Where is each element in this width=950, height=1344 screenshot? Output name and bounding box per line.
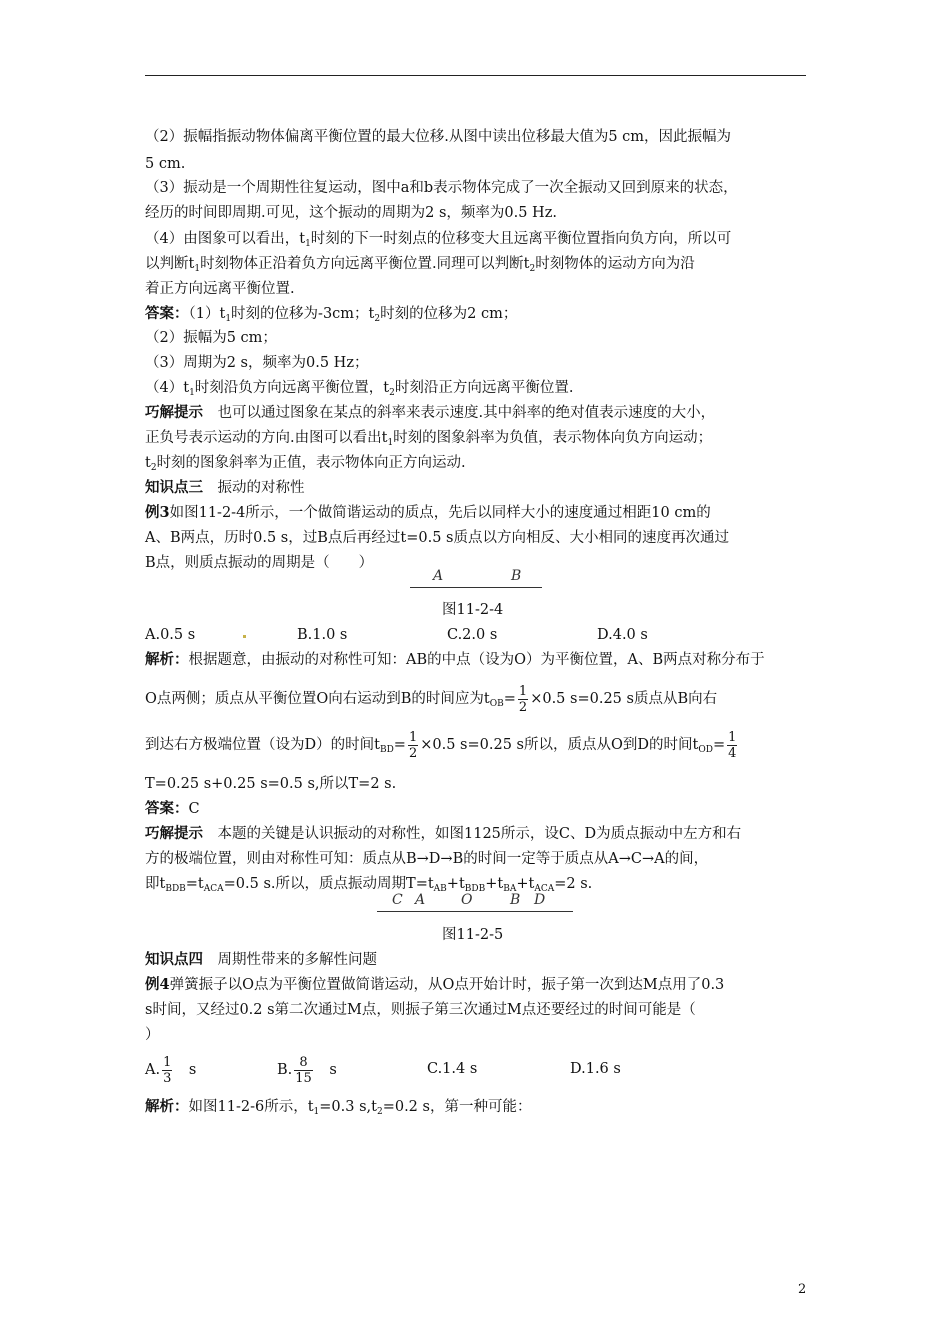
fig5-axis-line bbox=[377, 911, 573, 912]
example4-line2: s时间，又经过0.2 s第二次通过M点，则振子第三次通过M点还要经过的时间可能是（ bbox=[145, 1002, 696, 1018]
example3-option-b: B.1.0 s bbox=[297, 627, 348, 643]
example3-option-c: C.2.0 s bbox=[447, 627, 498, 643]
fig5-label-c: C bbox=[392, 892, 403, 908]
tip3-line1: 巧解提示 本题的关键是认识振动的对称性，如图1125所示，设C、D为质点振动中左方和右 bbox=[145, 825, 742, 842]
para4-line1: （4）由图象可以看出，$t_1$时刻的下一时刻点的位移变大且远离平衡位置指向负方向，所以可 bbox=[145, 231, 732, 249]
example-label: 例4 bbox=[145, 976, 170, 993]
para3-line2: 经历的时间即周期.可见，这个振动的周期为2 s，频率为0.5 Hz. bbox=[145, 205, 557, 221]
example3-line2: A、B两点，历时0.5 s，过B点后再经过t=0.5 s质点以方向相反、大小相同的速度再次通过 bbox=[145, 530, 729, 546]
fig5-label-b: B bbox=[510, 892, 521, 908]
section4-heading: 知识点四 周期性带来的多解性问题 bbox=[145, 951, 377, 968]
figure-caption-11-2-5: 图11-2-5 bbox=[442, 927, 504, 943]
example4-option-d: D.1.6 s bbox=[570, 1061, 621, 1077]
answer3-line: 答案：C bbox=[145, 800, 200, 817]
para4-line3: 着正方向远离平衡位置. bbox=[145, 281, 295, 297]
tip1-line3: $t_2$时刻的图象斜率为正值，表示物体向正方向运动. bbox=[145, 455, 466, 473]
para4-line2: 以判断$t_1$时刻物体正沿着负方向远离平衡位置.同理可以判断$t_2$时刻物体的运动方向为沿 bbox=[145, 256, 695, 274]
example3-line3: B点，则质点振动的周期是（ ） bbox=[145, 555, 374, 571]
header-rule bbox=[145, 75, 806, 76]
fraction-half: $\frac{1}{2}$ bbox=[408, 729, 418, 761]
example3-line1: 例3如图11-2-4所示，一个做简谐运动的质点，先后以同样大小的速度通过相距10 cm的 bbox=[145, 504, 711, 521]
analysis3-line1: 解析：根据题意，由振动的对称性可知：AB的中点（设为O）为平衡位置，A、B两点对称分布于 bbox=[145, 651, 765, 668]
section3-heading: 知识点三 振动的对称性 bbox=[145, 479, 305, 496]
analysis3-line3: 到达右方极端位置（设为D）的时间$t_{BD}=$ $\frac{1}{2}$ ×0.5 s=0.25 s所以，质点从O到D的时间$t_{OD}=$ $\frac{1}{4}$ bbox=[145, 729, 737, 761]
fraction-one-third: $\frac{1}{3}$ bbox=[163, 1054, 172, 1086]
answer1-line1: 答案：$(1)t_1$时刻的位移为-3cm；$t_2$时刻的位移为2 cm； bbox=[145, 305, 518, 324]
stray-dot bbox=[243, 635, 246, 638]
fig4-axis-line bbox=[410, 587, 542, 588]
analysis-label: 解析： bbox=[145, 1098, 189, 1115]
fraction-eight-fifteenths: $\frac{8}{15}$ bbox=[295, 1054, 312, 1086]
analysis4-line: 解析：如图11-2-6所示，$t_1=0.3$ $s,t_2=0.2$ s，第一种可能： bbox=[145, 1098, 532, 1117]
answer1-line4: $(4)t_1$时刻沿负方向远离平衡位置，$t_2$时刻沿正方向远离平衡位置. bbox=[145, 380, 574, 398]
example3-option-a: A.0.5 s bbox=[145, 627, 196, 643]
tip3-line3: 即$t_{BDB}=t_{ACA}=0.5$ s.所以，质点振动周期$T=t_{AB}+t_{BDB}+t_{BA}+t_{ACA}=2$ s. bbox=[145, 876, 593, 894]
tip-label: 巧解提示 bbox=[145, 404, 203, 421]
answer-label: 答案： bbox=[145, 800, 189, 817]
example4-option-b: B. $\frac{8}{15}$ s bbox=[277, 1054, 337, 1086]
example3-option-d: D.4.0 s bbox=[597, 627, 648, 643]
analysis-label: 解析： bbox=[145, 651, 189, 668]
fig5-label-o: O bbox=[461, 892, 473, 908]
fraction-half: $\frac{1}{2}$ bbox=[518, 683, 528, 715]
example-label: 例3 bbox=[145, 504, 170, 521]
fig5-label-a: A bbox=[415, 892, 426, 908]
tip1-line2: 正负号表示运动的方向.由图可以看出$t_1$时刻的图象斜率为负值，表示物体向负方向运动； bbox=[145, 430, 713, 448]
figure-caption-11-2-4: 图11-2-4 bbox=[442, 602, 504, 618]
analysis3-line4: T=0.25 s+0.25 s=0.5 s,所以T=2 s. bbox=[145, 776, 397, 792]
example4-option-c: C.1.4 s bbox=[427, 1061, 478, 1077]
example4-line3: ） bbox=[145, 1027, 160, 1043]
tip-label: 巧解提示 bbox=[145, 825, 203, 842]
answer1-line3: （3）周期为2 s，频率为0.5 Hz； bbox=[145, 355, 369, 371]
example4-line1: 例4弹簧振子以O点为平衡位置做简谐运动，从O点开始计时，振子第一次到达M点用了0.3 bbox=[145, 976, 725, 993]
example4-option-a: A. $\frac{1}{3}$ s bbox=[145, 1054, 197, 1086]
fig4-label-a: A bbox=[433, 568, 444, 584]
tip1-line1: 巧解提示 也可以通过图象在某点的斜率来表示速度.其中斜率的绝对值表示速度的大小， bbox=[145, 404, 716, 421]
para2-line2: 5 cm. bbox=[145, 156, 186, 172]
fig5-label-d: D bbox=[534, 892, 546, 908]
fraction-quarter: $\frac{1}{4}$ bbox=[728, 729, 737, 761]
tip3-line2: 方的极端位置，则由对称性可知：质点从B→D→B的时间一定等于质点从A→C→A的间， bbox=[145, 851, 709, 867]
para3-line1: （3）振动是一个周期性往复运动，图中a和b表示物体完成了一次全振动又回到原来的状态， bbox=[145, 180, 738, 196]
fig4-label-b: B bbox=[511, 568, 522, 584]
analysis3-line2: O点两侧；质点从平衡位置O向右运动到B的时间应为$t_{OB}=$ $\frac{1}{2}$ ×0.5 s=0.25 s质点从B向右 bbox=[145, 683, 718, 715]
answer-label: 答案： bbox=[145, 305, 189, 322]
para2-line1: （2）振幅指振动物体偏离平衡位置的最大位移.从图中读出位移最大值为5 cm，因此振幅为 bbox=[145, 129, 732, 145]
answer1-line2: （2）振幅为5 cm； bbox=[145, 330, 277, 346]
page-number: 2 bbox=[798, 1282, 807, 1297]
